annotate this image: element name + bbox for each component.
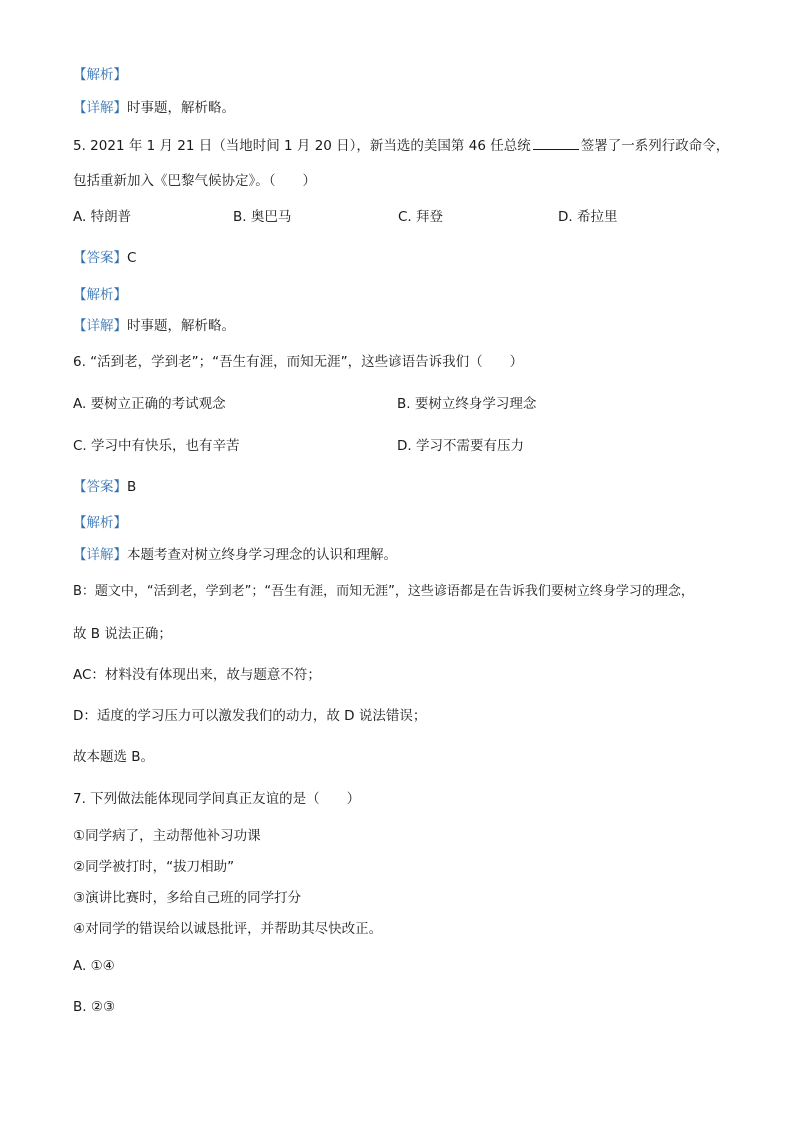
question-6-answer — [73, 477, 136, 497]
detail-text: 本题考查对树立终身学习理念的认识和理解。 — [127, 547, 397, 563]
answer-blank — [533, 135, 579, 150]
detail-tag: 【详解】 — [73, 547, 127, 563]
analysis-tag: 【解析】 — [73, 67, 127, 83]
question-5-option-b: B. 奥巴马 — [233, 209, 292, 225]
question-7-item: ①同学病了，主动帮他补习功课 — [73, 828, 261, 844]
question-5-option-d: D. 希拉里 — [558, 209, 618, 225]
answer-value: B — [127, 479, 137, 495]
answer-tag: 【答案】 — [73, 479, 127, 495]
detail-text: 时事题，解析略。 — [127, 318, 235, 334]
answer-value: C — [127, 250, 137, 266]
explanation-line: 故本题选 B。 — [73, 749, 155, 765]
question-7-item: ②同学被打时，“拔刀相助” — [73, 859, 235, 875]
detail-line — [73, 98, 235, 118]
question-5-stem-part2: 签署了一系列行政命令， — [580, 138, 730, 154]
analysis-tag: 【解析】 — [73, 515, 127, 531]
question-6-stem: 6. “活到老，学到老”；“吾生有涯，而知无涯”，这些谚语告诉我们（ ） — [73, 354, 524, 370]
question-7-item: ④对同学的错误给以诚恳批评，并帮助其尽快改正。 — [73, 921, 383, 937]
question-7-option-a: A. ①④ — [73, 958, 115, 974]
answer-tag: 【答案】 — [73, 250, 127, 266]
question-7-item: ③演讲比赛时，多给自己班的同学打分 — [73, 890, 302, 906]
question-7-stem: 7. 下列做法能体现同学间真正友谊的是（ ） — [73, 791, 361, 807]
question-6-option-c: C. 学习中有快乐，也有辛苦 — [73, 438, 240, 454]
question-5-stem — [73, 135, 729, 156]
question-5-stem-line2: 包括重新加入《巴黎气候协定》。（ ） — [73, 173, 316, 189]
detail-line — [73, 316, 235, 336]
explanation-line: AC：材料没有体现出来，故与题意不符； — [73, 667, 321, 683]
detail-tag: 【详解】 — [73, 100, 127, 116]
detail-line — [73, 545, 397, 565]
detail-text: 时事题，解析略。 — [127, 100, 235, 116]
question-5-answer — [73, 248, 136, 268]
question-5-option-a: A. 特朗普 — [73, 209, 132, 225]
question-6-option-b: B. 要树立终身学习理念 — [397, 396, 537, 412]
question-6-option-a: A. 要树立正确的考试观念 — [73, 396, 226, 412]
question-6-option-d: D. 学习不需要有压力 — [397, 438, 524, 454]
explanation-line: 故 B 说法正确； — [73, 626, 172, 642]
analysis-tag: 【解析】 — [73, 287, 127, 303]
explanation-line: D：适度的学习压力可以激发我们的动力，故 D 说法错误； — [73, 708, 427, 724]
explanation-line: B：题文中，“活到老，学到老”；“吾生有涯，而知无涯”，这些谚语都是在告诉我们要树立终身学习的理念， — [73, 584, 694, 599]
question-5-stem-part1: 5. 2021 年 1 月 21 日（当地时间 1 月 20 日），新当选的美国第 46 任总统 — [73, 138, 531, 154]
question-7-option-b: B. ②③ — [73, 999, 116, 1015]
question-5-option-c: C. 拜登 — [398, 209, 444, 225]
detail-tag: 【详解】 — [73, 318, 127, 334]
